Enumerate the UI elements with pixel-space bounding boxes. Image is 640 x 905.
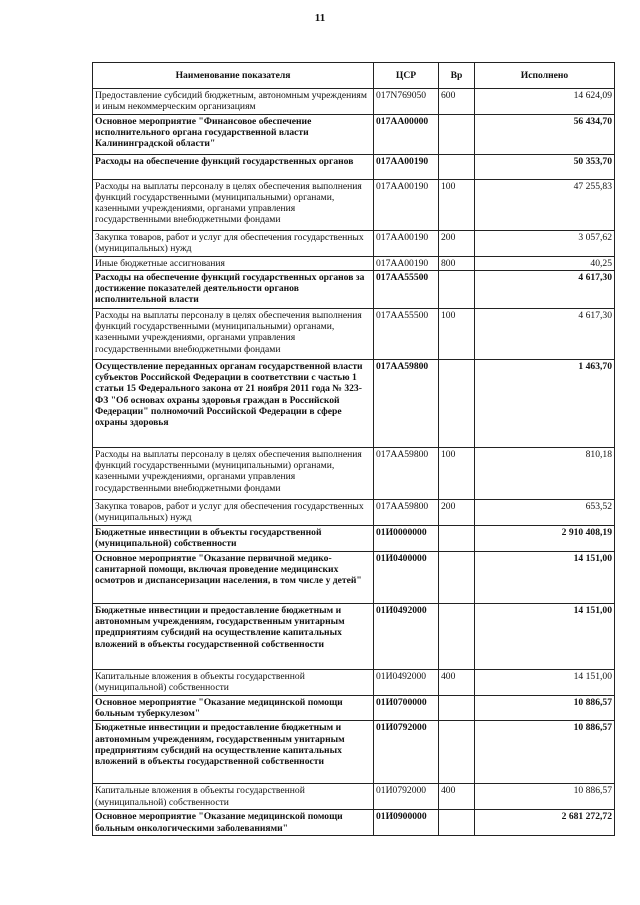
row-vr [439, 154, 475, 179]
row-amount: 14 151,00 [475, 551, 615, 603]
header-vr: Вр [439, 63, 475, 89]
table-row [93, 721, 615, 784]
table-row [93, 603, 615, 669]
row-name: Капитальные вложения в объекты государственной (муниципальной) собственности [93, 784, 374, 810]
row-code: 017АА55500 [374, 308, 439, 359]
row-code: 01И0900000 [374, 810, 439, 836]
row-code: 017АА59800 [374, 499, 439, 525]
row-name: Расходы на выплаты персоналу в целях обеспечения выполнения функций государственными (муниципальными) органами, казенными учреждениями, органами управления государственными внебюджетными фондами [93, 447, 374, 499]
table-row [93, 256, 615, 270]
row-code: 01И0492000 [374, 603, 439, 669]
header-amount: Исполнено [475, 63, 615, 89]
row-name: Основное мероприятие "Финансовое обеспечение исполнительного органа государственной власти Калининградской области" [93, 114, 374, 154]
row-code: 01И0792000 [374, 721, 439, 784]
table-row [93, 810, 615, 836]
row-amount: 10 886,57 [475, 695, 615, 721]
table-row [93, 179, 615, 230]
row-vr [439, 114, 475, 154]
table-row [93, 230, 615, 256]
page-number: 11 [314, 12, 326, 24]
row-vr [439, 810, 475, 836]
table-row [93, 359, 615, 447]
row-code: 017АА55500 [374, 270, 439, 308]
row-name: Предоставление субсидий бюджетным, автономным учреждениям и иным некоммерческим организациям [93, 89, 374, 115]
row-amount: 653,52 [475, 499, 615, 525]
table-row [93, 669, 615, 695]
table-header-row [93, 63, 615, 89]
row-vr [439, 359, 475, 447]
row-code: 017АА00190 [374, 179, 439, 230]
row-amount: 10 886,57 [475, 721, 615, 784]
row-code: 017АА00190 [374, 230, 439, 256]
row-code: 017N769050 [374, 89, 439, 115]
row-amount: 4 617,30 [475, 308, 615, 359]
row-amount: 10 886,57 [475, 784, 615, 810]
header-name: Наименование показателя [93, 63, 374, 89]
row-name: Бюджетные инвестиции в объекты государственной (муниципальной) собственности [93, 525, 374, 551]
table-row [93, 551, 615, 603]
row-vr [439, 695, 475, 721]
row-amount: 56 434,70 [475, 114, 615, 154]
row-amount: 14 624,09 [475, 89, 615, 115]
row-name: Иные бюджетные ассигнования [93, 256, 374, 270]
row-code: 017АА00000 [374, 114, 439, 154]
table-row [93, 114, 615, 154]
row-vr: 100 [439, 308, 475, 359]
row-amount: 47 255,83 [475, 179, 615, 230]
row-amount: 810,18 [475, 447, 615, 499]
row-vr: 600 [439, 89, 475, 115]
row-amount: 14 151,00 [475, 669, 615, 695]
row-name: Расходы на обеспечение функций государственных органов [93, 154, 374, 179]
row-vr [439, 551, 475, 603]
row-amount: 14 151,00 [475, 603, 615, 669]
row-vr [439, 525, 475, 551]
row-amount: 2 681 272,72 [475, 810, 615, 836]
row-name: Расходы на обеспечение функций государственных органов за достижение показателей деятельности органов исполнительной власти [93, 270, 374, 308]
row-amount: 50 353,70 [475, 154, 615, 179]
row-amount: 4 617,30 [475, 270, 615, 308]
row-name: Расходы на выплаты персоналу в целях обеспечения выполнения функций государственными (муниципальными) органами, казенными учреждениями, органами управления государственными внебюджетными фондами [93, 308, 374, 359]
table-row [93, 154, 615, 179]
row-vr: 800 [439, 256, 475, 270]
table-row [93, 499, 615, 525]
row-name: Основное мероприятие "Оказание первичной медико-санитарной помощи, включая проведение медицинских осмотров и диспансеризации населения, в том числе у детей" [93, 551, 374, 603]
row-vr [439, 270, 475, 308]
row-vr: 400 [439, 784, 475, 810]
row-name: Осуществление переданных органам государственной власти субъектов Российской Федерации в соответствии с частью 1 статьи 15 Федерального закона от 21 ноября 2011 года № 323-ФЗ "Об основах охраны здоровья граждан в Российской Федерации" полномочий Российской Федерации в сфере охраны здоровья [93, 359, 374, 447]
row-code: 017АА00190 [374, 154, 439, 179]
row-name: Капитальные вложения в объекты государственной (муниципальной) собственности [93, 669, 374, 695]
row-name: Бюджетные инвестиции и предоставление бюджетным и автономным учреждениям, государственным унитарным предприятиям субсидий на осуществление капитальных вложений в объекты государственной собственности [93, 721, 374, 784]
row-code: 017АА00190 [374, 256, 439, 270]
row-code: 01И0700000 [374, 695, 439, 721]
row-name: Основное мероприятие "Оказание медицинской помощи больным туберкулезом" [93, 695, 374, 721]
row-code: 01И0400000 [374, 551, 439, 603]
row-vr [439, 721, 475, 784]
row-name: Расходы на выплаты персоналу в целях обеспечения выполнения функций государственными (муниципальными) органами, казенными учреждениями, органами управления государственными внебюджетными фондами [93, 179, 374, 230]
row-vr: 200 [439, 499, 475, 525]
row-name: Закупка товаров, работ и услуг для обеспечения государственных (муниципальных) нужд [93, 230, 374, 256]
row-code: 01И0792000 [374, 784, 439, 810]
row-vr [439, 603, 475, 669]
row-name: Основное мероприятие "Оказание медицинской помощи больным онкологическими заболеваниями" [93, 810, 374, 836]
table-row [93, 525, 615, 551]
row-vr: 100 [439, 179, 475, 230]
row-code: 01И0000000 [374, 525, 439, 551]
table-row [93, 784, 615, 810]
header-code: ЦСР [374, 63, 439, 89]
budget-execution-table [92, 62, 615, 836]
row-code: 017АА59800 [374, 447, 439, 499]
table-row [93, 270, 615, 308]
row-vr: 100 [439, 447, 475, 499]
row-amount: 1 463,70 [475, 359, 615, 447]
row-amount: 40,25 [475, 256, 615, 270]
row-vr: 200 [439, 230, 475, 256]
row-vr: 400 [439, 669, 475, 695]
table-row [93, 89, 615, 115]
row-name: Бюджетные инвестиции и предоставление бюджетным и автономным учреждениям, государственным унитарным предприятиям субсидий на осуществление капитальных вложений в объекты государственной собственности [93, 603, 374, 669]
row-code: 01И0492000 [374, 669, 439, 695]
table-row [93, 447, 615, 499]
row-code: 017АА59800 [374, 359, 439, 447]
table-row [93, 308, 615, 359]
table-row [93, 695, 615, 721]
row-amount: 2 910 408,19 [475, 525, 615, 551]
row-amount: 3 057,62 [475, 230, 615, 256]
row-name: Закупка товаров, работ и услуг для обеспечения государственных (муниципальных) нужд [93, 499, 374, 525]
